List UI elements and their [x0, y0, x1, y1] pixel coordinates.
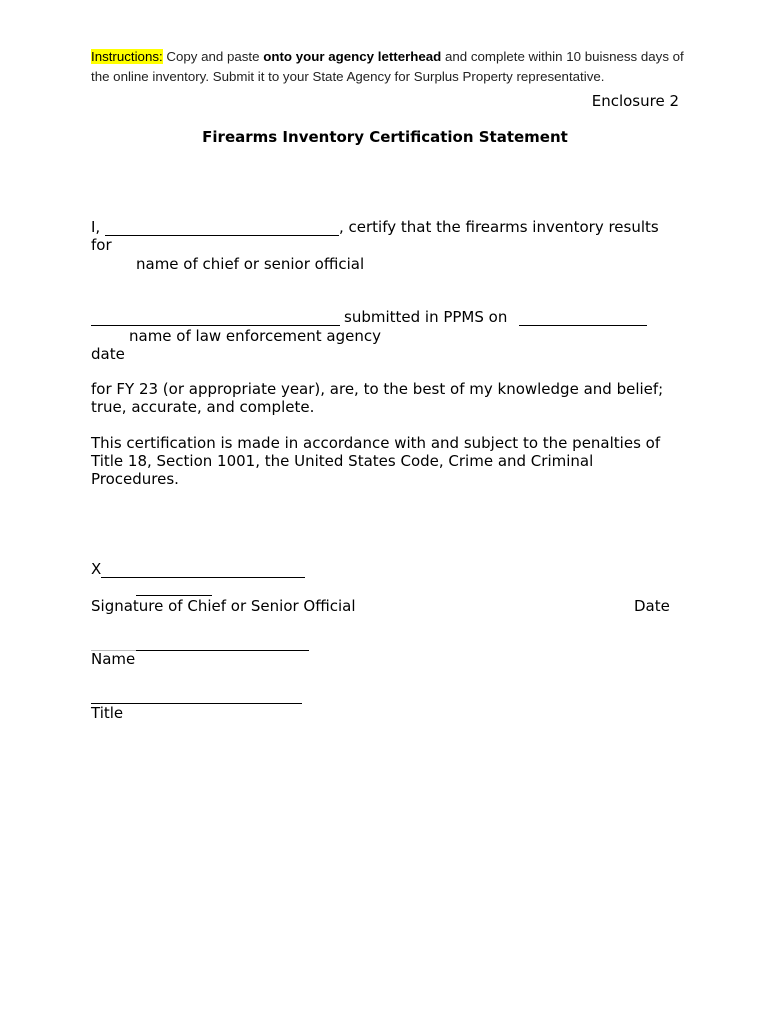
fiscal-year-paragraph: for FY 23 (or appropriate year), are, to the best of my knowledge and belief; true, accurate, and complete.: [91, 380, 664, 416]
submitted-in-ppms-text: submitted in PPMS on: [344, 308, 508, 326]
certification-paragraph: This certification is made in accordance with and subject to the penalties of Title 18, Section 1001, the United States Code, Crime and Criminal Procedures.: [91, 434, 661, 488]
instructions-text-end: and complete within 10 buisness days of the online inventory. Submit it to your State Agency for Surplus Property representative.: [91, 49, 684, 84]
name-blank[interactable]: [136, 650, 309, 651]
document-title: Firearms Inventory Certification Statement: [202, 128, 568, 146]
ppms-date-caption: date: [91, 345, 125, 363]
signature-x-mark: X: [91, 560, 102, 578]
cert-suffix: , certify that the firearms inventory results: [339, 218, 659, 236]
cert-prefix: I,: [91, 218, 101, 236]
instructions-bold-text: onto your agency letterhead: [263, 49, 442, 64]
instructions-text-start: Copy and paste: [162, 49, 264, 64]
agency-name-blank[interactable]: [91, 325, 340, 326]
signature-date-label: Date: [634, 597, 670, 615]
official-name-blank[interactable]: [105, 235, 339, 236]
signature-label: Signature of Chief or Senior Official: [91, 597, 356, 615]
signature-blank[interactable]: [101, 577, 305, 578]
official-name-caption: name of chief or senior official: [136, 255, 365, 273]
ppms-date-blank[interactable]: [519, 325, 647, 326]
agency-name-caption: name of law enforcement agency: [129, 327, 382, 345]
instructions-label: Instructions:: [91, 49, 163, 64]
signature-short-rule: [136, 595, 212, 596]
cert-wrap-for: for: [91, 236, 112, 254]
instructions-block: [91, 47, 691, 86]
name-label: Name: [91, 650, 136, 668]
title-label: Title: [91, 704, 124, 722]
enclosure-label: Enclosure 2: [591, 92, 679, 110]
